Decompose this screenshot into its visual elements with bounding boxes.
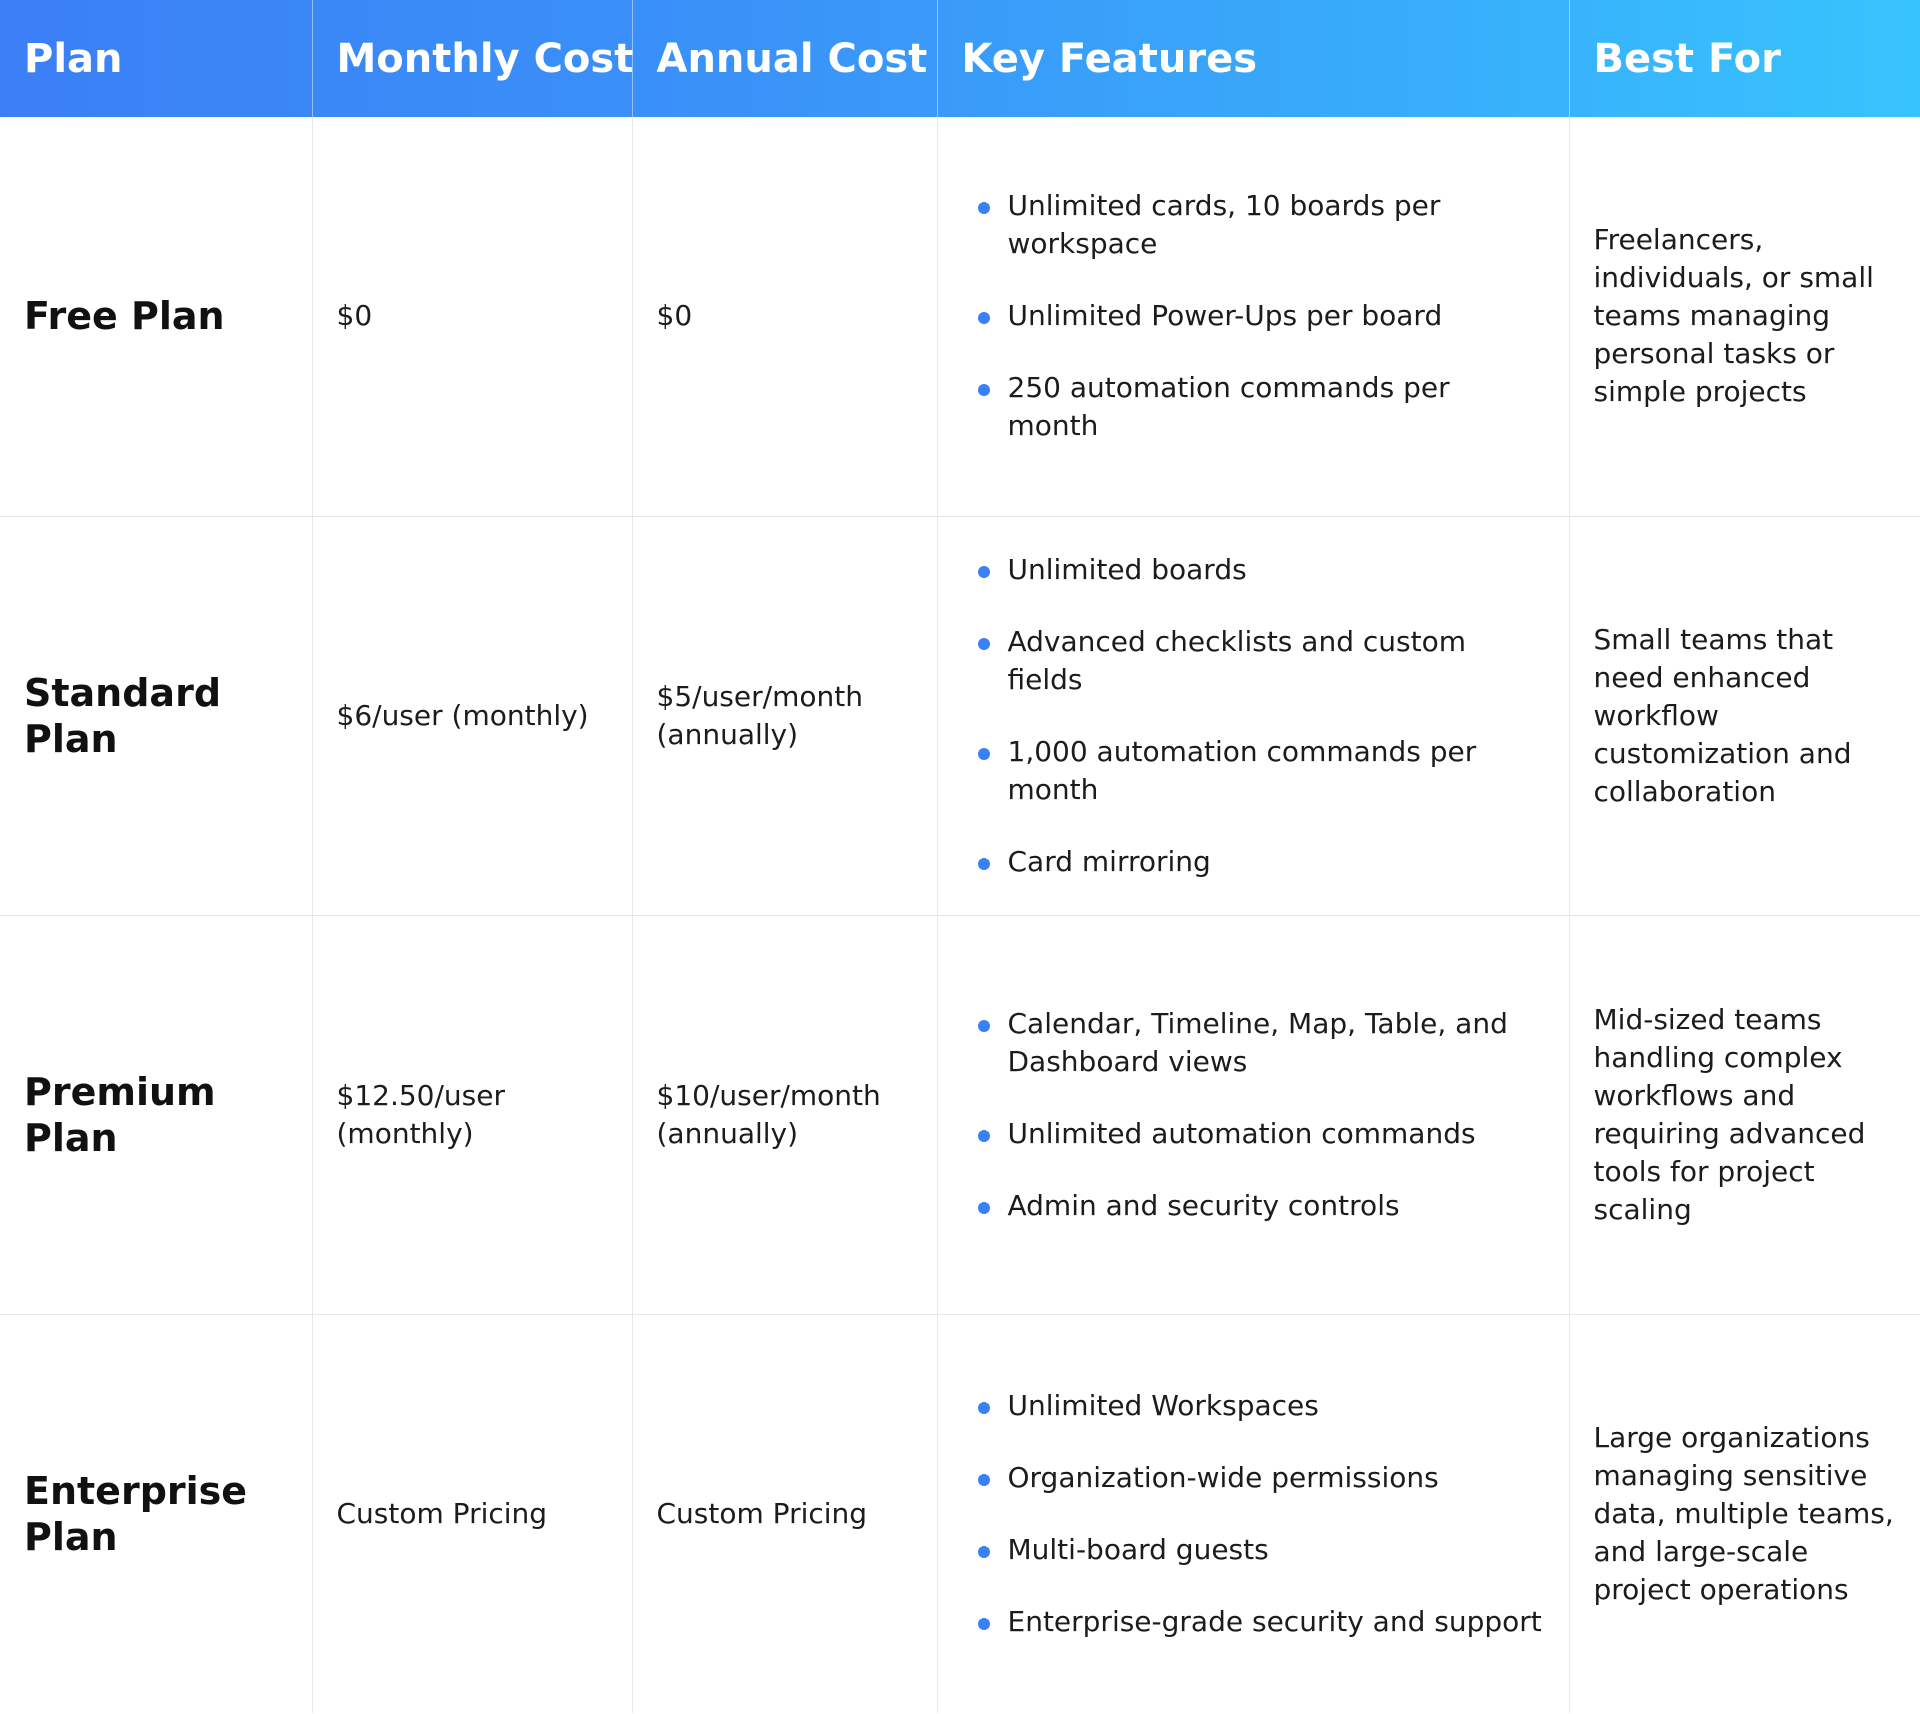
bullet-icon bbox=[978, 1020, 990, 1032]
annual-cost: Custom Pricing bbox=[632, 1314, 937, 1713]
feature-list bbox=[978, 551, 1549, 881]
table-row bbox=[0, 1314, 1920, 1713]
bullet-icon bbox=[978, 858, 990, 870]
feature-item bbox=[978, 551, 1549, 589]
feature-text: Multi-board guests bbox=[1007, 1532, 1269, 1566]
annual-cost: $5/user/month (annually) bbox=[632, 516, 937, 915]
monthly-cost: Custom Pricing bbox=[312, 1314, 632, 1713]
header-row bbox=[0, 0, 1920, 117]
feature-item bbox=[978, 1387, 1549, 1425]
table-row bbox=[0, 117, 1920, 516]
feature-text: Calendar, Timeline, Map, Table, and Dashboard views bbox=[1007, 1006, 1508, 1078]
feature-item bbox=[978, 1603, 1549, 1641]
bullet-icon bbox=[978, 384, 990, 396]
key-features bbox=[937, 1314, 1569, 1713]
monthly-cost: $6/user (monthly) bbox=[312, 516, 632, 915]
bullet-icon bbox=[978, 312, 990, 324]
feature-item bbox=[978, 843, 1549, 881]
feature-item bbox=[978, 1531, 1549, 1569]
best-for: Small teams that need enhanced workflow customization and collaboration bbox=[1569, 516, 1920, 915]
feature-list bbox=[978, 1005, 1549, 1225]
feature-text: Unlimited cards, 10 boards per workspace bbox=[1007, 189, 1441, 261]
feature-text: Enterprise-grade security and support bbox=[1007, 1604, 1542, 1638]
key-features bbox=[937, 915, 1569, 1314]
bullet-icon bbox=[978, 1402, 990, 1414]
monthly-cost: $0 bbox=[312, 117, 632, 516]
feature-item bbox=[978, 369, 1549, 445]
table-row bbox=[0, 915, 1920, 1314]
best-for: Freelancers, individuals, or small teams managing personal tasks or simple projects bbox=[1569, 117, 1920, 516]
bullet-icon bbox=[978, 1474, 990, 1486]
plan-name: Enterprise Plan bbox=[0, 1314, 312, 1713]
bullet-icon bbox=[978, 566, 990, 578]
bullet-icon bbox=[978, 638, 990, 650]
table-header bbox=[0, 0, 1920, 117]
best-for: Mid-sized teams handling complex workflows and requiring advanced tools for project scaling bbox=[1569, 915, 1920, 1314]
feature-text: 1,000 automation commands per month bbox=[1007, 734, 1477, 806]
feature-text: 250 automation commands per month bbox=[1007, 371, 1450, 443]
feature-item bbox=[978, 623, 1549, 699]
plan-name: Free Plan bbox=[0, 117, 312, 516]
header-annual-cost: Annual Cost bbox=[632, 0, 937, 117]
feature-item bbox=[978, 1115, 1549, 1153]
table-row bbox=[0, 516, 1920, 915]
feature-item bbox=[978, 1005, 1549, 1081]
header-plan: Plan bbox=[0, 0, 312, 117]
feature-list bbox=[978, 187, 1549, 445]
best-for: Large organizations managing sensitive data, multiple teams, and large-scale project operations bbox=[1593, 1420, 1894, 1606]
feature-item bbox=[978, 187, 1549, 263]
feature-text: Admin and security controls bbox=[1007, 1188, 1400, 1222]
plan-name: Premium Plan bbox=[0, 915, 312, 1314]
feature-list bbox=[978, 1387, 1549, 1641]
table-body bbox=[0, 117, 1920, 1713]
feature-text: Unlimited boards bbox=[1007, 552, 1247, 586]
bullet-icon bbox=[978, 1546, 990, 1558]
key-features bbox=[937, 117, 1569, 516]
bullet-icon bbox=[978, 748, 990, 760]
bullet-icon bbox=[978, 202, 990, 214]
key-features bbox=[937, 516, 1569, 915]
feature-text: Unlimited Workspaces bbox=[1007, 1388, 1319, 1422]
feature-item bbox=[978, 733, 1549, 809]
plan-name: Standard Plan bbox=[0, 516, 312, 915]
bullet-icon bbox=[978, 1618, 990, 1630]
feature-text: Unlimited Power-Ups per board bbox=[1007, 299, 1443, 333]
header-monthly-cost: Monthly Cost bbox=[312, 0, 632, 117]
feature-text: Advanced checklists and custom fields bbox=[1007, 624, 1466, 696]
header-key-features: Key Features bbox=[937, 0, 1569, 117]
header-best-for: Best For bbox=[1593, 35, 1781, 82]
feature-text: Card mirroring bbox=[1007, 844, 1211, 878]
feature-item bbox=[978, 1187, 1549, 1225]
feature-item bbox=[978, 297, 1549, 335]
monthly-cost: $12.50/user (monthly) bbox=[312, 915, 632, 1314]
annual-cost: $10/user/month (annually) bbox=[632, 915, 937, 1314]
feature-item bbox=[978, 1459, 1549, 1497]
feature-text: Unlimited automation commands bbox=[1007, 1116, 1476, 1150]
annual-cost: $0 bbox=[632, 117, 937, 516]
feature-text: Organization-wide permissions bbox=[1007, 1460, 1439, 1494]
bullet-icon bbox=[978, 1130, 990, 1142]
bullet-icon bbox=[978, 1202, 990, 1214]
